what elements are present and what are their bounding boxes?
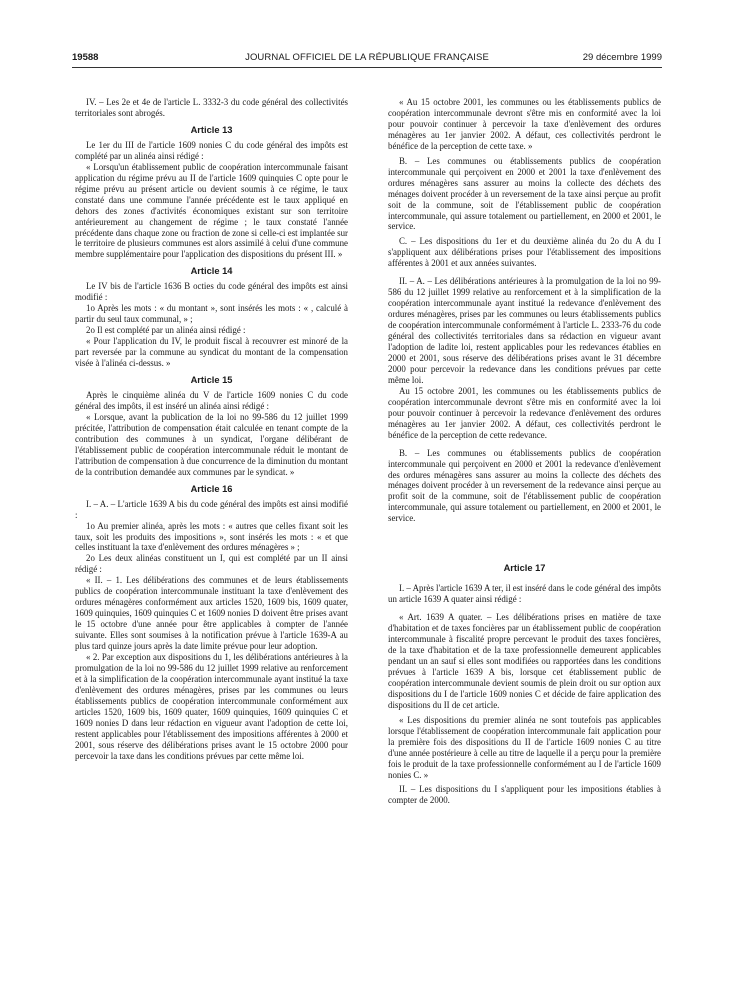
article-13-heading: Article 13: [190, 124, 233, 135]
paragraph: « Pour l'application du IV, le produit fiscal à recouvrer est minoré de la part reversée par la commune au syndicat du montant de la compensation visée à l'alinéa ci-dessus. »: [75, 336, 348, 369]
paragraph: Le 1er du III de l'article 1609 nonies C du code général des impôts est complété par un alinéa ainsi rédigé :: [75, 139, 348, 161]
paragraph: Au 15 octobre 2001, les communes ou les établissements publics de coopération intercommunale devront s'être mis en conformité avec la loi pour pouvoir continuer à percevoir la redevance d'enlèvement des ordures ménagères au 1er janvier 2002. A défaut, ces collectivités perdront le bénéfice de la perception de cette redevance.: [388, 385, 661, 440]
header-rule: [72, 67, 662, 68]
page-number: 19588: [72, 52, 99, 63]
publication-date: 29 décembre 1999: [582, 52, 662, 63]
paragraph: « Art. 1639 A quater. – Les délibérations prises en matière de taxe d'habitation et de taxes foncières par un établissement public de coopération intercommunale à fiscalité propre percevant le produit des taxes foncières, de la taxe d'habitation et de la taxe professionnelle demeurent applicables pendant un an sauf si elles sont modifiées ou rapportées dans les conditions prévues à l'article 1639 A bis, lorsque cet établissement public de coopération intercommunale devient soumis de plein droit ou sur option aux dispositions du I de l'article 1609 nonies C et décide de faire application des dispositions du II de cet article.: [388, 612, 661, 710]
paragraph: « Les dispositions du premier alinéa ne sont toutefois pas applicables lorsque l'établissement de coopération intercommunale fait application pour la première fois des dispositions du II de l'article 1609 nonies C au titre d'une année postérieure à celle au titre de laquelle il a perçu pour la première fois le produit de la taxe professionnelle conformément au I de l'article 1609 nonies C. »: [388, 714, 661, 780]
right-column: [388, 97, 661, 806]
paragraph: I. – A. – L'article 1639 A bis du code général des impôts est ainsi modifié :: [75, 498, 348, 520]
paragraph: Après le cinquième alinéa du V de l'article 1609 nonies C du code général des impôts, il est inséré un alinéa ainsi rédigé :: [75, 390, 348, 411]
paragraph: « 2. Par exception aux dispositions du 1, les délibérations antérieures à la promulgation de la loi no 99-586 du 12 juillet 1999 relative au renforcement et à la simplification de la coopération intercommunale ayant institué la taxe d'enlèvement des ordures ménagères, prises par les communes ou leurs établissements publics de coopération intercommunale conformément aux articles 1520, 1609 bis, 1609 quater, 1609 quinquies, 1609 quinquies C et 1609 nonies D dans leur rédaction en vigueur avant l'adoption de cette loi, restent applicables pour l'établissement des impositions afférentes à 2000 et 2001, sous réserve des délibérations prises avant le 15 octobre 2000 pour percevoir la taxe dans les conditions prévues par cette même loi.: [75, 651, 348, 761]
paragraph: Le IV bis de l'article 1636 B octies du code général des impôts est ainsi modifié :: [75, 281, 348, 303]
paragraph: C. – Les dispositions du 1er et du deuxième alinéa du 2o du A du I s'appliquent aux délibérations prises pour l'établissement des impositions afférentes à 2001 et aux années suivantes.: [388, 236, 661, 269]
paragraph: « Au 15 octobre 2001, les communes ou les établissements publics de coopération intercommunale devront s'être mis en conformité avec la loi pour pouvoir continuer à percevoir la taxe d'enlèvement des ordures ménagères au 1er janvier 2002. A défaut, ces collectivités perdront le bénéfice de la perception de cette taxe. »: [388, 97, 661, 151]
paragraph: « II. – 1. Les délibérations des communes et de leurs établissements publics de coopération intercommunale instituant la taxe d'enlèvement des ordures ménagères conformément aux articles 1520, 1609 bis, 1609 quater, 1609 quinquies, 1609 quinquies C et 1609 nonies D doivent être prises avant le 15 octobre d'une année pour être applicables à compter de l'année suivante. Elles sont soumises à la notification prévue à l'article 1639-A au plus tard quinze jours après la date limite prévue pour leur adoption.: [75, 575, 348, 652]
left-column: [75, 97, 348, 762]
paragraph: 1o Après les mots : « du montant », sont insérés les mots : « , calculé à partir du seul taux communal, » ;: [75, 303, 348, 325]
article-15-heading: Article 15: [190, 375, 233, 386]
paragraph: 2o Il est complété par un alinéa ainsi rédigé :: [86, 325, 246, 336]
paragraph: II. – Les dispositions du I s'appliquent pour les impositions établies à compter de 2000.: [388, 784, 661, 806]
journal-title: JOURNAL OFFICIEL DE LA RÉPUBLIQUE FRANÇAISE: [245, 52, 489, 63]
paragraph: IV. – Les 2e et 4e de l'article L. 3332-3 du code général des collectivités territoriales sont abrogés.: [75, 97, 348, 118]
article-17-heading: Article 17: [503, 563, 546, 574]
page-header: [72, 52, 662, 66]
paragraph: « Lorsque, avant la publication de la loi no 99-586 du 12 juillet 1999 précitée, l'attribution de compensation était calculée en tenant compte de la contribution des communes à un syndicat, l'organe délibérant de l'établissement public de coopération intercommunale réduit le montant de l'attribution de compensation à due concurrence de la diminution du montant de la contribution demandée aux communes par le syndicat. »: [75, 411, 348, 477]
paragraph: II. – A. – Les délibérations antérieures à la promulgation de la loi no 99-586 du 12 juillet 1999 relative au renforcement et à la simplification de la coopération intercommunale ayant institué la redevance d'enlèvement des ordures ménagères, prises par les communes ou leurs établissements publics de coopération intercommunale conformément à l'article L. 2333-76 du code général des collectivités territoriales dans sa rédaction en vigueur avant l'adoption de ladite loi, restent applicables pour les redevances établies en 2000 et 2001, sous réserve des délibérations prises avant le 31 décembre 2000 pour percevoir la redevance dans les conditions prévues par cette même loi.: [388, 276, 661, 385]
article-14-heading: Article 14: [190, 266, 233, 277]
paragraph: 1o Au premier alinéa, après les mots : « autres que celles fixant soit les taux, soit les produits des impositions », sont insérés les mots : « et que celles instituant la taxe d'enlèvement des ordures ménagères » ;: [75, 520, 348, 553]
paragraph: B. – Les communes ou établissements publics de coopération intercommunale qui perçoivent en 2000 et 2001 la redevance d'enlèvement des ordures ménagères sans assurer au moins la collecte des déchets des ménages doivent procéder à un reversement de la redevance ainsi perçue au profit soit de la commune, soit de l'établissement public de coopération intercommunale, qui assure totalement ou partiellement, en 2000 et 2001, le service.: [388, 447, 661, 524]
paragraph: 2o Les deux alinéas constituent un I, qui est complété par un II ainsi rédigé :: [75, 553, 348, 575]
article-16-heading: Article 16: [190, 483, 233, 494]
paragraph: B. – Les communes ou établissements publics de coopération intercommunale qui perçoivent en 2000 et 2001 la taxe d'enlèvement des ordures ménagères sans assurer au moins la collecte des déchets des ménages doivent procéder à un reversement de la taxe ainsi perçue au profit soit de la commune, soit de l'établissement public de coopération intercommunale, qui assure totalement ou partiellement, en 2000 et 2001, le service.: [388, 155, 661, 232]
paragraph: I. – Après l'article 1639 A ter, il est inséré dans le code général des impôts un article 1639 A quater ainsi rédigé :: [388, 583, 661, 605]
paragraph: « Lorsqu'un établissement public de coopération intercommunale faisant application du régime prévu au II de l'article 1609 quinquies C opte pour le régime prévu au présent article ou devient soumis à ce régime, le taux constaté dans une commune l'année précédente est le taux appliqué en dehors des zones d'activités économiques existant sur son territoire antérieurement au changement de régime ; le taux constaté l'année précédente dans chaque zone ou fraction de zone si celle-ci est implantée sur le territoire de plusieurs communes est alors assimilé à celui d'une commune membre supplémentaire pour l'application des dispositions du présent III. »: [75, 161, 348, 260]
